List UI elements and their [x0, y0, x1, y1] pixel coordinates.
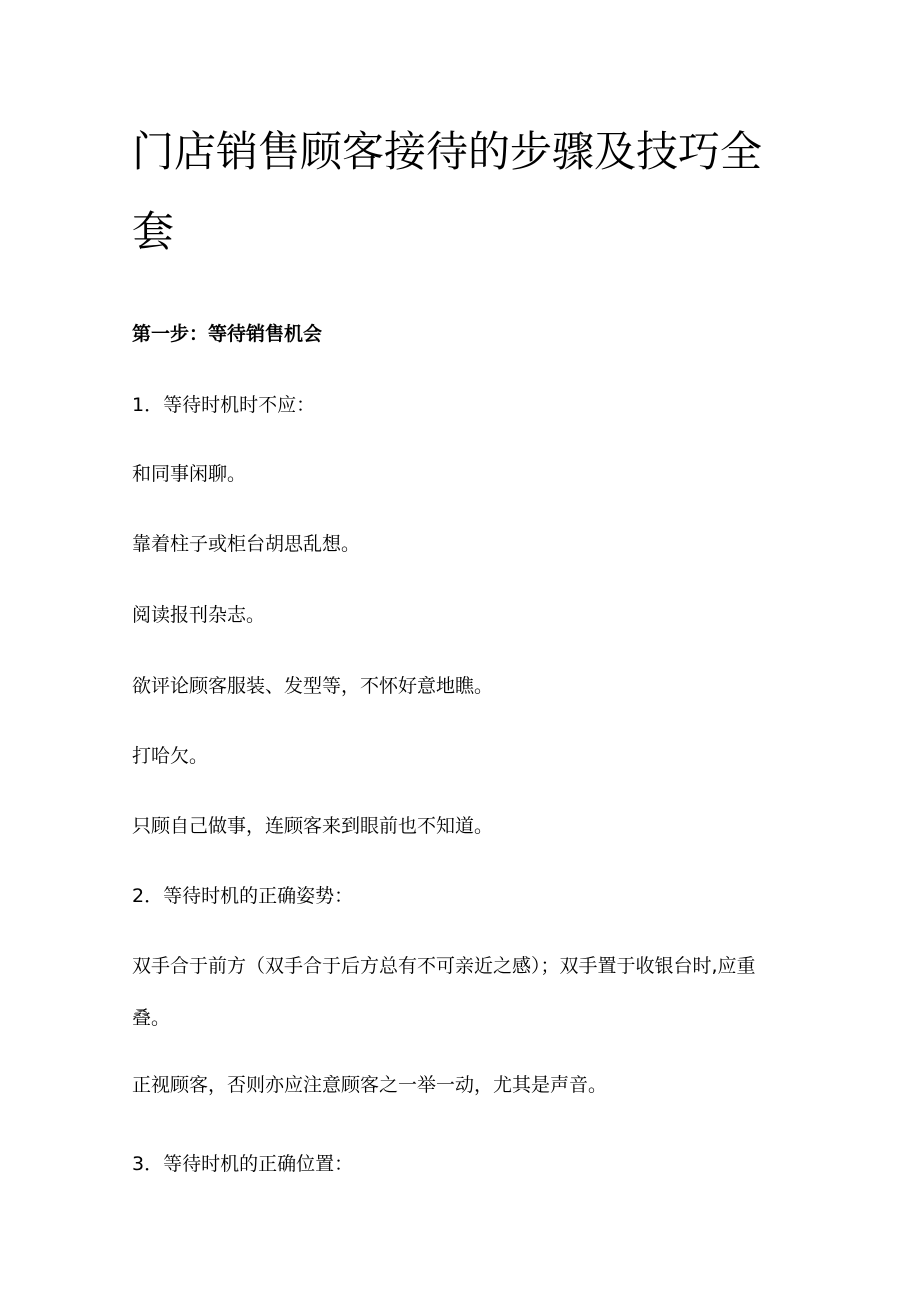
list-item: 只顾自己做事，连顾客来到眼前也不知道。 [132, 815, 494, 837]
list-item: 靠着柱子或柜台胡思乱想。 [132, 533, 361, 555]
list-item: 打哈欠。 [132, 745, 209, 767]
list-item: 正视顾客，否则亦应注意顾客之一举一动，尤其是声音。 [132, 1074, 608, 1096]
document-title: 门店销售顾客接待的步骤及技巧全套 [132, 127, 763, 256]
list-item: 双手合于前方（双手合于后方总有不可亲近之感）；双手置于收银台时,应重叠。 [132, 955, 756, 1029]
list-item: 和同事闲聊。 [132, 463, 247, 485]
list-item: 2．等待时机的正确姿势： [132, 885, 354, 907]
list-item: 3．等待时机的正确位置： [132, 1153, 354, 1175]
list-item: 1．等待时机时不应： [132, 394, 316, 416]
list-item: 阅读报刊杂志。 [132, 604, 266, 626]
section-heading: 第一步：等待销售机会 [132, 323, 323, 345]
list-item: 欲评论顾客服装、发型等，不怀好意地瞧。 [132, 675, 494, 697]
